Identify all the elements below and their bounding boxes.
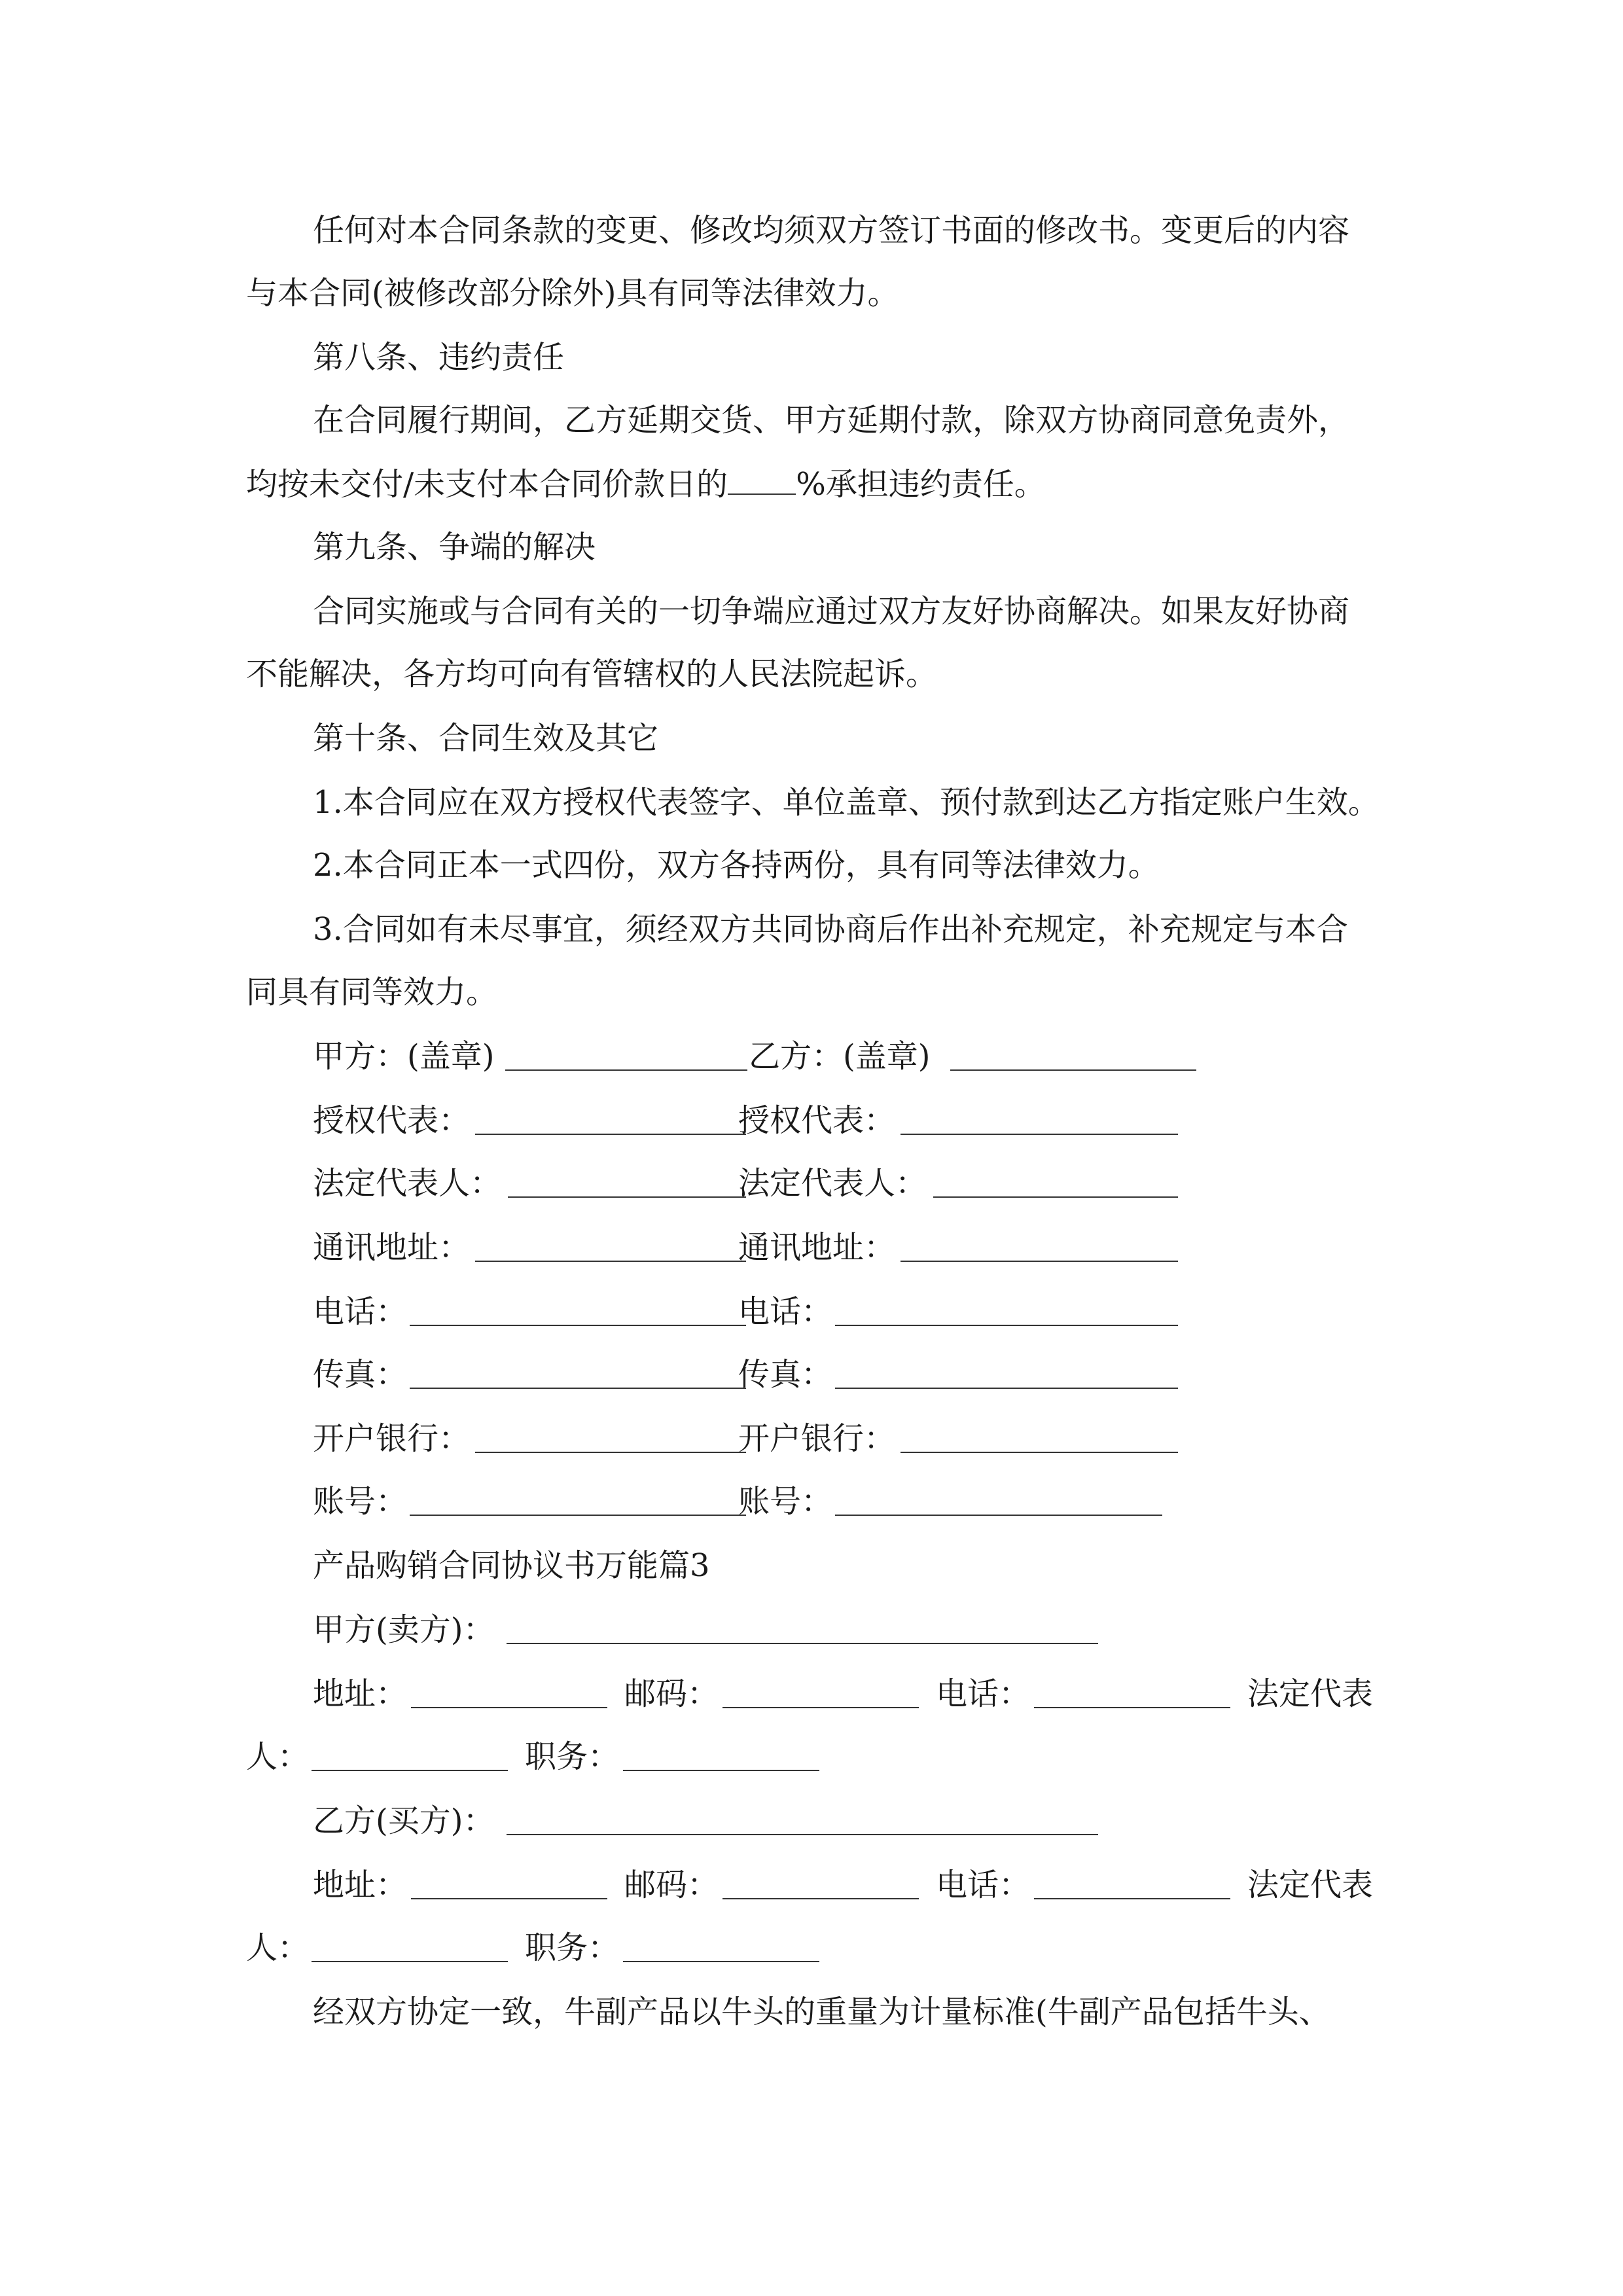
party-b-field-label: 授权代表： <box>738 1102 896 1139</box>
signature-row-bank <box>313 1419 1203 1458</box>
party-a-field-label: 传真： <box>313 1356 408 1393</box>
buyer-rep-row <box>246 1928 901 1967</box>
signature-row-seal <box>313 1037 1203 1076</box>
party-a-field-line <box>410 1363 746 1389</box>
party-a-seal-line <box>505 1045 747 1071</box>
party-a-field-line <box>475 1236 746 1262</box>
address-line <box>411 1682 607 1708</box>
party-b-seal-label: 乙方：(盖章) <box>749 1038 931 1075</box>
position-line <box>623 1936 819 1962</box>
party-a-field-line <box>508 1172 746 1198</box>
percent-blank <box>728 469 796 495</box>
party-a-field-line <box>475 1109 746 1135</box>
party-b-seal-line <box>950 1045 1196 1071</box>
party-b-field-label: 法定代表人： <box>738 1165 927 1202</box>
buyer-line <box>507 1809 1098 1835</box>
party-a-field-label: 法定代表人： <box>313 1165 502 1202</box>
paragraph-dispute: 合同实施或与合同有关的一切争端应通过双方友好协商解决。如果友好协商 <box>313 593 1350 630</box>
party-b-field-line <box>901 1109 1178 1135</box>
address-label: 地址： <box>313 1676 408 1712</box>
seller-label: 甲方(卖方)： <box>313 1611 495 1648</box>
party-a-field-line <box>410 1490 746 1516</box>
clause-3-cont: 同具有同等效力。 <box>246 974 498 1011</box>
party-a-field-label: 电话： <box>313 1293 408 1330</box>
party-a-field-label: 授权代表： <box>313 1102 471 1139</box>
clause-2: 2.本合同正本一式四份，双方各持两份，具有同等法律效力。 <box>313 847 1160 884</box>
clause-1: 1.本合同应在双方授权代表签字、单位盖章、预付款到达乙方指定账户生效。 <box>313 784 1380 821</box>
party-b-field-label: 通讯地址： <box>738 1229 896 1266</box>
seller-row <box>313 1610 1164 1649</box>
legal-rep-line <box>312 1745 508 1771</box>
party-b-field-label: 电话： <box>738 1293 833 1330</box>
address-line <box>411 1873 607 1899</box>
paragraph-amendment-cont: 与本合同(被修改部分除外)具有同等法律效力。 <box>246 275 899 312</box>
buyer-label: 乙方(买方)： <box>313 1803 495 1839</box>
signature-row-legal-rep <box>313 1164 1203 1203</box>
paragraph-dispute-cont: 不能解决，各方均可向有管辖权的人民法院起诉。 <box>246 656 938 692</box>
seller-contact-row <box>313 1674 1386 1713</box>
paragraph-amendment: 任何对本合同条款的变更、修改均须双方签订书面的修改书。变更后的内容 <box>313 212 1350 249</box>
signature-row-phone <box>313 1292 1203 1331</box>
legal-rep-line <box>312 1936 508 1962</box>
party-a-field-line <box>410 1300 746 1326</box>
phone-label: 电话： <box>936 1867 1031 1903</box>
buyer-row <box>313 1801 1164 1840</box>
legal-rep-label: 法定代表 <box>1247 1676 1374 1712</box>
liability-text-end: %承担违约责任。 <box>796 466 1046 503</box>
party-b-field-line <box>933 1172 1178 1198</box>
phone-line <box>1034 1682 1230 1708</box>
position-label: 职务： <box>525 1738 620 1775</box>
party-b-field-label: 开户银行： <box>738 1420 896 1457</box>
article-8-heading: 第八条、违约责任 <box>313 339 565 376</box>
signature-row-account <box>313 1482 1203 1521</box>
legal-rep-label: 法定代表 <box>1247 1867 1374 1903</box>
legal-rep-label-cont: 人： <box>246 1738 310 1775</box>
party-b-field-line <box>901 1236 1178 1262</box>
signature-row-address <box>313 1228 1203 1267</box>
position-label: 职务： <box>525 1929 620 1966</box>
party-b-field-line <box>835 1300 1178 1326</box>
signature-row-representative <box>313 1101 1203 1140</box>
party-b-field-label: 传真： <box>738 1356 833 1393</box>
liability-text: 均按未交付/未支付本合同价款日的 <box>246 466 728 503</box>
party-a-seal-label: 甲方：(盖章) <box>313 1038 495 1075</box>
party-a-field-line <box>475 1427 746 1453</box>
paragraph-liability-cont <box>246 465 1046 504</box>
article-9-heading: 第九条、争端的解决 <box>313 529 596 565</box>
seller-rep-row <box>246 1737 901 1776</box>
party-b-field-line <box>901 1427 1178 1453</box>
buyer-contact-row <box>313 1865 1386 1905</box>
party-a-field-label: 账号： <box>313 1483 408 1520</box>
position-line <box>623 1745 819 1771</box>
zip-label: 邮码： <box>624 1867 719 1903</box>
paragraph-agreement: 经双方协定一致，牛副产品以牛头的重量为计量标准(牛副产品包括牛头、 <box>313 1994 1330 2030</box>
zip-line <box>722 1873 919 1899</box>
party-b-field-line <box>835 1490 1162 1516</box>
clause-3: 3.合同如有未尽事宜，须经双方共同协商后作出补充规定，补充规定与本合 <box>313 911 1348 948</box>
party-a-field-label: 开户银行： <box>313 1420 471 1457</box>
signature-row-fax <box>313 1355 1203 1394</box>
address-label: 地址： <box>313 1867 408 1903</box>
party-a-field-label: 通讯地址： <box>313 1229 471 1266</box>
article-10-heading: 第十条、合同生效及其它 <box>313 720 659 757</box>
legal-rep-label-cont: 人： <box>246 1929 310 1966</box>
zip-label: 邮码： <box>624 1676 719 1712</box>
section-3-title: 产品购销合同协议书万能篇3 <box>313 1547 710 1584</box>
phone-line <box>1034 1873 1230 1899</box>
seller-line <box>507 1618 1098 1644</box>
phone-label: 电话： <box>936 1676 1031 1712</box>
party-b-field-label: 账号： <box>738 1483 833 1520</box>
zip-line <box>722 1682 919 1708</box>
party-b-field-line <box>835 1363 1178 1389</box>
paragraph-liability: 在合同履行期间，乙方延期交货、甲方延期付款，除双方协商同意免责外， <box>313 402 1350 439</box>
